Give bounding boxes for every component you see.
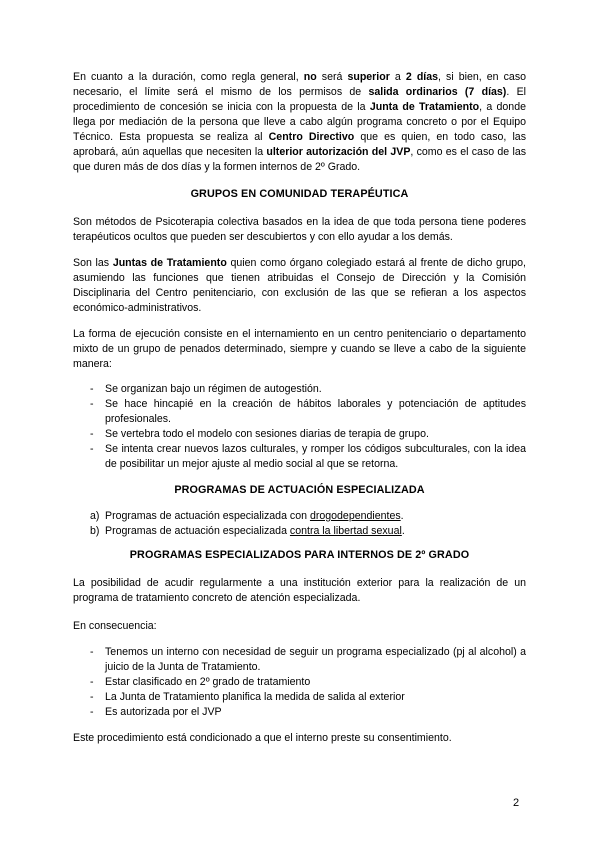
bold-run: 2 días: [405, 71, 439, 83]
text-run: Son las: [73, 257, 113, 269]
underlined-term: drogodependientes: [309, 510, 401, 522]
bold-run: salida ordinarios (7 días): [368, 86, 507, 98]
text-run: a: [389, 71, 406, 83]
bold-run: no: [303, 71, 317, 83]
text-run: Programas de actuación especializada: [105, 525, 290, 537]
text-run: será: [316, 71, 348, 83]
list-item: [73, 509, 526, 524]
list-item: [73, 524, 526, 539]
list-item: - Se vertebra todo el modelo con sesiones diarias de terapia de grupo.: [73, 427, 526, 442]
bold-run: superior: [347, 71, 390, 83]
paragraph-consentimiento: Este procedimiento está condicionado a que el interno preste su consentimiento.: [73, 732, 452, 744]
paragraph-psicoterapia: Son métodos de Psicoterapia colectiva basados en la idea de que toda persona tiene poderes terapéuticos ocultos que pueden ser descubiertos y con ello ayudar a los demás.: [73, 216, 526, 243]
list-marker: b): [90, 525, 100, 537]
list-item: - La Junta de Tratamiento planifica la medida de salida al exterior: [73, 690, 526, 705]
list-item: - Se organizan bajo un régimen de autogestión.: [73, 382, 526, 397]
heading-grupos-comunidad: GRUPOS EN COMUNIDAD TERAPÉUTICA: [190, 188, 409, 200]
list-item: - Tenemos un interno con necesidad de seguir un programa especializado (pj al alcohol) a juicio de la Junta de Tratamiento.: [73, 645, 526, 675]
list-item: - Se intenta crear nuevos lazos culturales, y romper los códigos subculturales, con la idea de posibilitar un mejor ajuste al medio social al que se retorna.: [73, 442, 526, 472]
text-run: En cuanto a la duración, como regla general,: [73, 71, 304, 83]
bold-run: ulterior autorización del JVP: [266, 146, 411, 158]
bold-run: Centro Directivo: [268, 131, 355, 143]
text-run: Programas de actuación especializada con: [105, 510, 310, 522]
text-run: .: [400, 510, 404, 522]
list-programas-actuacion: [73, 509, 526, 539]
list-item: - Es autorizada por el JVP: [73, 705, 526, 720]
list-marker: a): [90, 510, 100, 522]
bold-run: Juntas de Tratamiento: [112, 257, 227, 269]
text-run: , como es el caso de las que duren más de dos días y la formen internos de 2º Grado.: [73, 146, 527, 173]
text-run: quien como órgano colegiado estará al frente de dicho grupo, asumiendo las funciones que tienen atribuidas el Consejo de Dirección y la Comisión Disciplinaria del Centro penitenciario, con exclusión de las que se refieran a los aspectos económico-administrativos.: [73, 257, 526, 314]
paragraph-duration: [73, 70, 526, 175]
heading-programas-especializados: PROGRAMAS ESPECIALIZADOS PARA INTERNOS DE 2º GRADO: [129, 549, 470, 561]
list-requisitos: [73, 645, 526, 720]
text-run: , a donde llega por mediación de la persona que lleve a cabo algún programa concreto o por el Equipo Técnico. Esta propuesta se realiza al: [73, 101, 526, 143]
paragraph-forma-ejecucion: La forma de ejecución consiste en el internamiento en un centro penitenciario o departamento mixto de un grupo de penados determinado, siempre y cuando se lleve a cabo de la siguiente manera:: [73, 328, 526, 370]
heading-programas-actuacion: PROGRAMAS DE ACTUACIÓN ESPECIALIZADA: [174, 484, 425, 496]
bold-run: Junta de Tratamiento: [369, 101, 480, 113]
text-run: .: [401, 525, 405, 537]
list-item: - Estar clasificado en 2º grado de tratamiento: [73, 675, 526, 690]
text-run: , si bien, en caso necesario, el límite será el mismo de los permisos de: [73, 71, 527, 98]
text-run: que es quien, en todo caso, las aprobará, aún aquellas que necesiten la: [73, 131, 526, 158]
list-comunidad-terapeutica: [73, 382, 526, 472]
page-number: 2: [513, 797, 520, 809]
text-run: . El procedimiento de concesión se inicia con la propuesta de la: [73, 86, 526, 113]
paragraph-posibilidad: La posibilidad de acudir regularmente a una institución exterior para la realización de un programa de tratamiento concreto de atención especializada.: [73, 577, 526, 604]
list-item: - Se hace hincapié en la creación de hábitos laborales y potenciación de aptitudes profesionales.: [73, 397, 526, 427]
underlined-term: contra la libertad sexual: [289, 525, 402, 537]
paragraph-juntas: [73, 256, 526, 316]
paragraph-en-consecuencia: En consecuencia:: [73, 620, 157, 632]
